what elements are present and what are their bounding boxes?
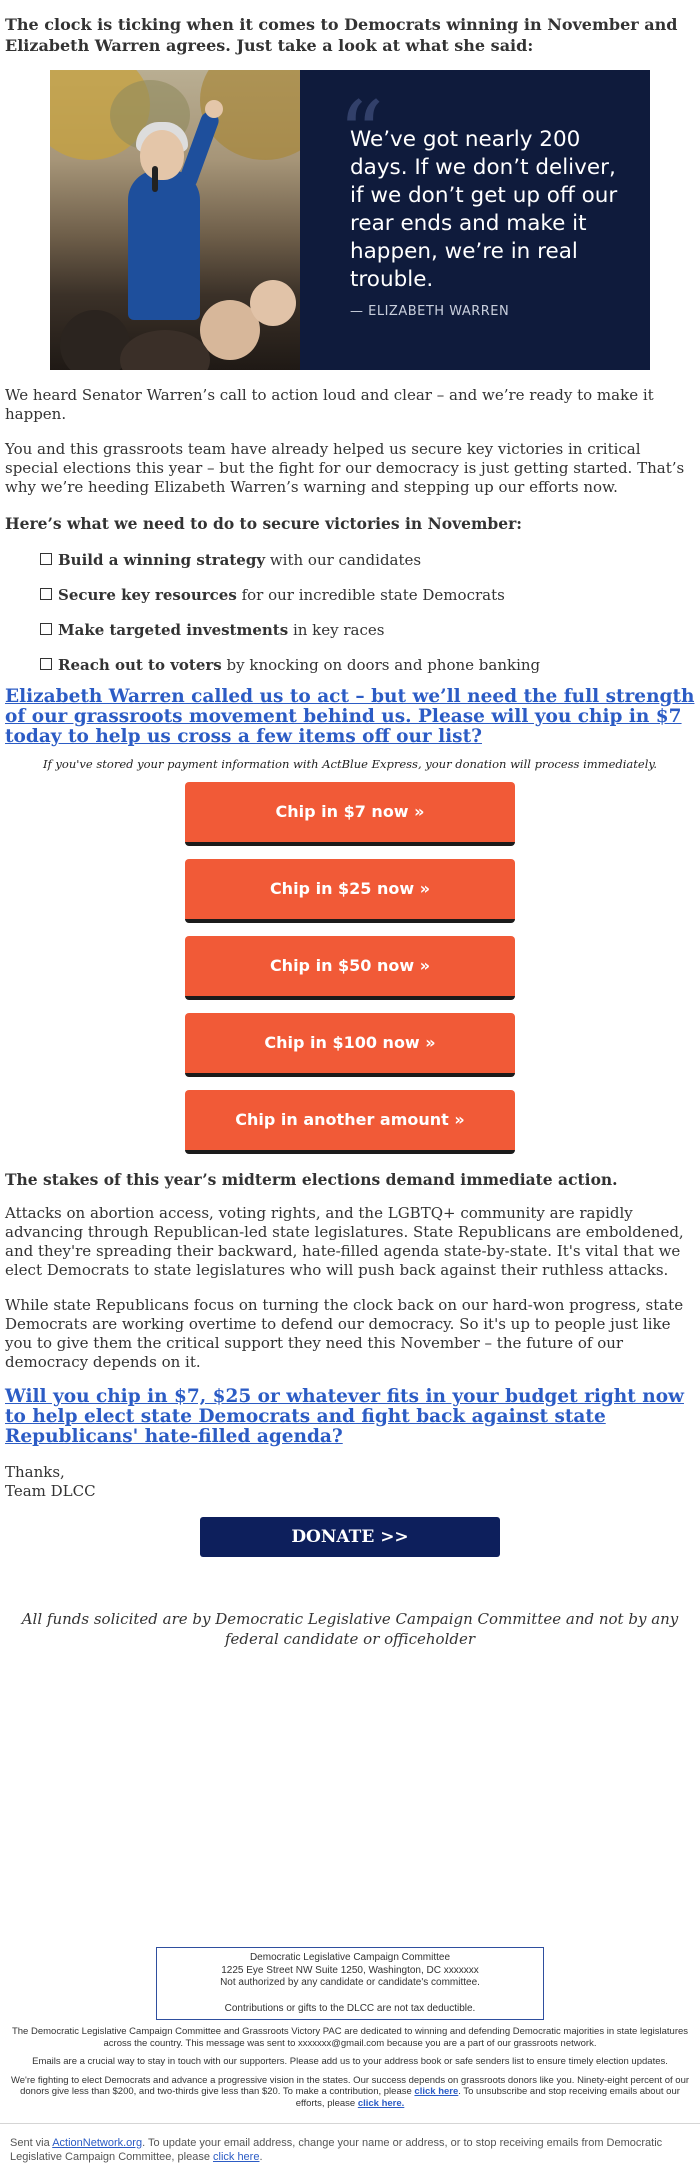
donate-ask-link[interactable]: Elizabeth Warren called us to act – but we’ll need the full strength of our grassroots movement behind us. Please will you chip in $7 today to help us cross a few items off our list? [5, 686, 695, 747]
checklist [0, 551, 700, 675]
actionnetwork-link[interactable]: ActionNetwork.org [52, 2137, 143, 2149]
list-item: Make targeted investments in key races [40, 621, 700, 640]
paragraph-state-democrats: While state Republicans focus on turning the clock back on our hard-won progress, state Democrats are working overtime to defend our democracy. So it's up to people just like you to give them the critical support they need this November – the future of our democracy depends on it. [5, 1296, 684, 1371]
chip-in-50-button[interactable]: Chip in $50 now » [185, 936, 515, 1000]
quote-mark-icon: “ [338, 82, 385, 187]
actblue-express-note: If you've stored your payment information with ActBlue Express, your donation will process immediately. [42, 757, 658, 771]
signoff-thanks: Thanks, [5, 1463, 65, 1481]
funds-disclaimer: All funds solicited are by Democratic Legislative Campaign Committee and not by any federal candidate or officeholder [21, 1610, 679, 1648]
sent-via-note: Sent via ActionNetwork.org. To update your email address, change your name or address, or to stop receiving emails from Democratic Legislative Campaign Committee, please click here. [10, 2137, 663, 2163]
checkbox-icon [40, 658, 52, 670]
chip-in-100-button[interactable]: Chip in $100 now » [185, 1013, 515, 1077]
paragraph-attacks: Attacks on abortion access, voting rights, and the LGBTQ+ community are rapidly advancing through Republican-led state legislatures. State Republicans are emboldened, and they're spreading their backward, hate-filled agenda state-by-state. It's vital that we elect Democrats to state legislatures who will push back against their ruthless attacks. [5, 1204, 684, 1279]
chip-in-ask-link[interactable]: Will you chip in $7, $25 or whatever fits in your budget right now to help elect state Democrats and fight back against state Republicans' hate-filled agenda? [5, 1386, 684, 1447]
checkbox-icon [40, 553, 52, 565]
unsubscribe-link[interactable]: click here. [357, 2097, 405, 2109]
list-item: Secure key resources for our incredible state Democrats [40, 586, 700, 605]
list-item: Build a winning strategy with our candidates [40, 551, 700, 570]
checkbox-icon [40, 588, 52, 600]
paragraph-victories: You and this grassroots team have already helped us secure key victories in critical special elections this year – but the fight for our democracy is just getting started. That’s why we’re heeding Elizabeth Warren’s warning and stepping up our efforts now. [5, 440, 685, 496]
chip-in-25-button[interactable]: Chip in $25 now » [185, 859, 515, 923]
list-item: Reach out to voters by knocking on doors and phone banking [40, 656, 700, 675]
stakes-heading: The stakes of this year’s midterm elections demand immediate action. [5, 1170, 618, 1189]
paid-for-org: Democratic Legislative Campaign Committee [249, 1952, 451, 1963]
contribute-link[interactable]: click here [414, 2086, 459, 2097]
chip-in-other-amount-button[interactable]: Chip in another amount » [185, 1090, 515, 1154]
footer-safe-senders: Emails are a crucial way to stay in touch with our supporters. Please add us to your address book or safe senders list to ensure timely election updates. [32, 2056, 668, 2067]
quote-text: We’ve got nearly 200 days. If we don’t deliver, if we don’t get up off our rear ends and make it happen, we’re in real trouble. [350, 127, 618, 292]
paid-for-box [156, 1947, 544, 2020]
donate-button[interactable]: DONATE >> [200, 1517, 500, 1557]
donation-buttons [185, 782, 515, 1154]
paid-for-authorization: Not authorized by any candidate or candidate's committee. [220, 1977, 480, 1988]
warren-photo [50, 70, 300, 370]
paid-for-tax-note: Contributions or gifts to the DLCC are not tax deductible. [224, 2002, 476, 2014]
checkbox-icon [40, 623, 52, 635]
update-preferences-link[interactable]: click here [213, 2151, 260, 2163]
chip-in-7-button[interactable]: Chip in $7 now » [185, 782, 515, 846]
footer-mission: The Democratic Legislative Campaign Committee and Grassroots Victory PAC are dedicated to winning and defending Democratic majorities in state legislatures across the country. This message was sent to xxxxxxx@gmail.com because you are a part of our grassroots network. [11, 2026, 689, 2049]
paragraph-call-to-action: We heard Senator Warren’s call to action loud and clear – and we’re ready to make it happen. [5, 386, 654, 423]
paid-for-address: 1225 Eye Street NW Suite 1250, Washington, DC xxxxxxx [221, 1964, 479, 1976]
quote-attribution: — ELIZABETH WARREN [350, 304, 510, 319]
footer-donors: We're fighting to elect Democrats and advance a progressive vision in the states. Our success depends on grassroots donors like you. Ninety-eight percent of our donors give less than $200, and two-thirds give less than $20. To make a contribution, please click here. To unsubscribe and stop receiving emails about our efforts, please click here. [10, 2074, 690, 2109]
quote-image [50, 70, 650, 370]
intro-text: The clock is ticking when it comes to Democrats winning in November and Elizabeth Warren agrees. Just take a look at what she said: [5, 15, 678, 55]
checklist-heading: Here’s what we need to do to secure victories in November: [5, 514, 522, 533]
signoff-team: Team DLCC [5, 1482, 96, 1500]
